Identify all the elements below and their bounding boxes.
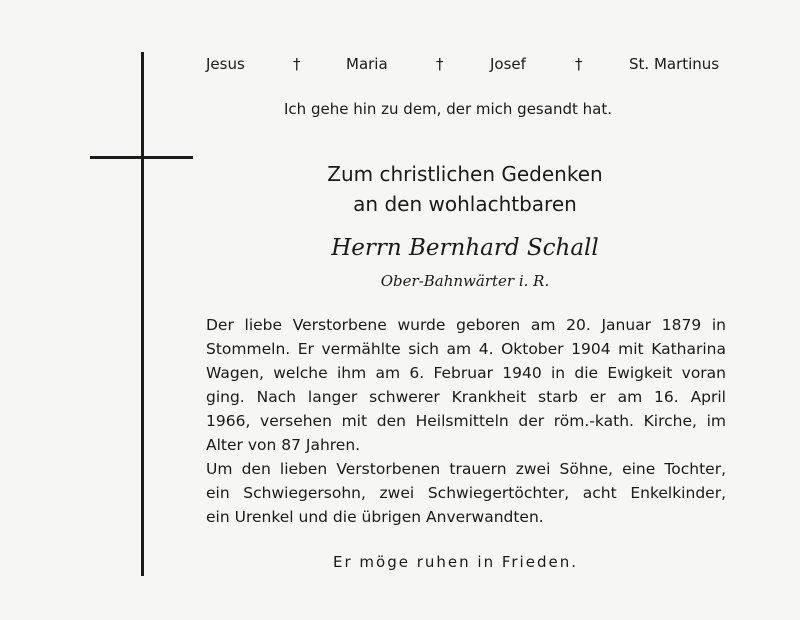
closing-line: Er möge ruhen in Frieden. <box>333 553 578 571</box>
dagger-icon: † <box>575 55 583 73</box>
motto: Ich gehe hin zu dem, der mich gesandt hat. <box>284 100 612 118</box>
cross-horizontal-bar <box>90 156 193 159</box>
text-line: Alter von 87 Jahren. <box>206 436 361 454</box>
text-line: Der liebe Verstorbene wurde geboren am 20. Januar 1879 in <box>206 316 726 334</box>
name-jesus: Jesus <box>206 55 245 73</box>
deceased-name: Herrn Bernhard Schall <box>331 235 599 261</box>
dagger-icon: † <box>293 55 301 73</box>
text-line: Wagen, welche ihm am 6. Februar 1940 in die Ewigkeit voran <box>206 364 726 382</box>
cross-vertical-bar <box>141 52 144 576</box>
text-line: ein Urenkel und die übrigen Anverwandten. <box>206 508 544 526</box>
text-line: 1966, versehen mit den Heilsmitteln der röm.-kath. Kirche, im <box>206 412 726 430</box>
mourners-paragraph <box>206 457 726 529</box>
biography-paragraph <box>206 313 726 457</box>
name-st-martinus: St. Martinus <box>629 55 720 73</box>
dagger-icon: † <box>436 55 444 73</box>
header-names <box>0 55 800 79</box>
text-line: Stommeln. Er vermählte sich am 4. Oktober 1904 mit Katharina <box>206 340 726 358</box>
name-josef: Josef <box>490 55 526 73</box>
name-maria: Maria <box>346 55 388 73</box>
intro-line-2: an den wohlachtbaren <box>353 192 577 216</box>
deceased-title: Ober-Bahnwärter i. R. <box>380 272 550 290</box>
text-line: ein Schwiegersohn, zwei Schwiegertöchter, acht Enkelkinder, <box>206 484 726 502</box>
text-line: Um den lieben Verstorbenen trauern zwei Söhne, eine Tochter, <box>206 460 726 478</box>
intro-line-1: Zum christlichen Gedenken <box>327 162 603 186</box>
text-line: ging. Nach langer schwerer Krankheit starb er am 16. April <box>206 388 726 406</box>
